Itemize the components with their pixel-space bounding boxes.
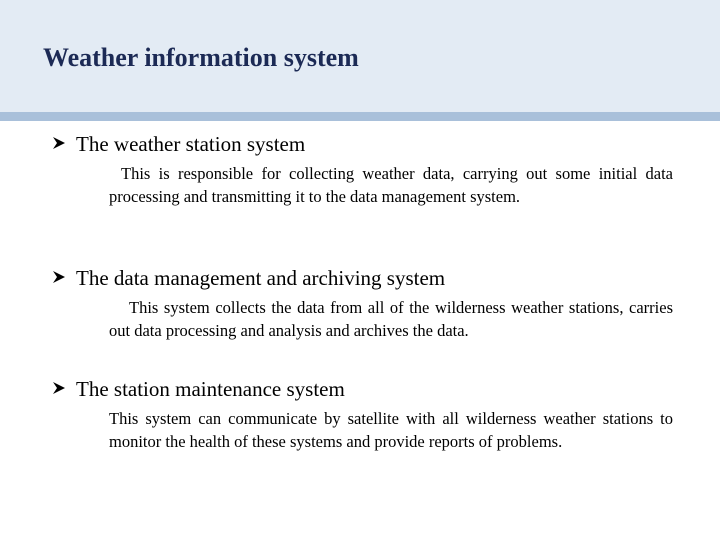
bullet-title: The station maintenance system	[76, 377, 345, 401]
slide-title: Weather information system	[43, 43, 359, 72]
arrow-bullet-icon	[52, 136, 66, 150]
arrow-bullet-icon	[52, 381, 66, 395]
bullet-weather-station	[52, 131, 692, 159]
bullet-description: This system can communicate by satellite with all wilderness weather stations to monitor the health of these systems and provide reports of problems.	[109, 409, 673, 451]
arrow-bullet-icon	[52, 270, 66, 284]
bullet-title: The weather station system	[76, 132, 306, 156]
bullet-title: The data management and archiving system	[76, 266, 446, 290]
bullet-description: This system collects the data from all of the wilderness weather stations, carries out data processing and analysis and archives the data.	[109, 298, 673, 340]
bullet-data-management	[52, 265, 692, 293]
title-divider	[0, 112, 720, 121]
bullet-station-maintenance	[52, 376, 692, 404]
bullet-description: This is responsible for collecting weather data, carrying out some initial data processing and transmitting it to the data management system.	[109, 164, 673, 206]
